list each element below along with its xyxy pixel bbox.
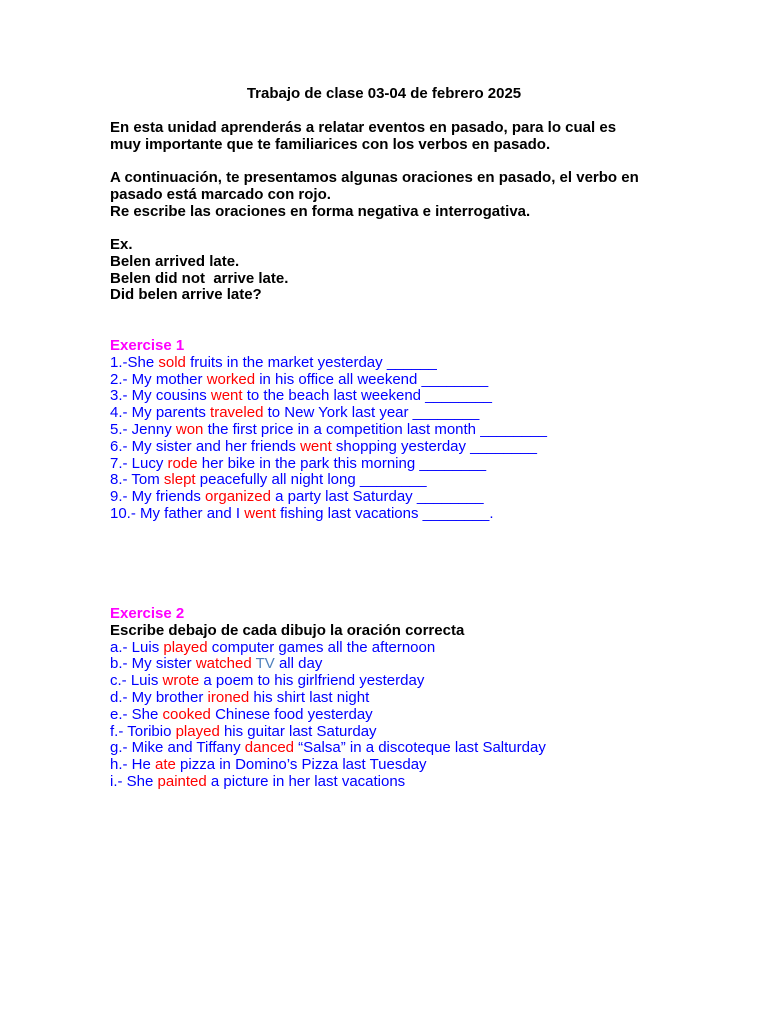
- sentence-text: c.- Luis: [110, 672, 163, 690]
- exercise-2-list: [110, 640, 710, 791]
- sentence-text: fishing last vacations ________.: [275, 504, 494, 522]
- exercise-2-instruction: Escribe debajo de cada dibujo la oración correcta: [110, 621, 465, 639]
- past-verb: sold: [158, 353, 186, 371]
- sentence-text: e.- She: [110, 705, 163, 723]
- sentence-text: 4.- My parents: [110, 404, 211, 422]
- past-verb: slept: [163, 471, 196, 489]
- instructions-line: pasado está marcado con rojo.: [110, 185, 331, 203]
- past-verb: worked: [206, 370, 256, 388]
- exercise-sentence: [110, 656, 710, 673]
- page-title: Trabajo de clase 03-04 de febrero 2025: [246, 85, 522, 102]
- sentence-text: pizza in Domino’s Pizza last Tuesday: [175, 756, 427, 774]
- sentence-text: 8.- Tom: [110, 471, 164, 489]
- exercise-sentence: [110, 724, 710, 741]
- exercise-1: [110, 338, 710, 523]
- past-verb: went: [300, 437, 332, 455]
- exercise-sentence: [110, 388, 710, 405]
- past-verb: wrote: [162, 672, 200, 690]
- past-verb: painted: [157, 772, 207, 790]
- tv-word: TV: [255, 655, 275, 673]
- exercise-sentence: [110, 372, 710, 389]
- exercise-sentence: [110, 640, 710, 657]
- intro-line: muy importante que te familiarices con los verbos en pasado.: [110, 135, 551, 153]
- exercise-sentence: [110, 690, 710, 707]
- sentence-text: Chinese food yesterday: [210, 705, 373, 723]
- sentence-text: in his office all weekend ________: [255, 370, 489, 388]
- sentence-text: all day: [274, 655, 323, 673]
- past-verb: ironed: [207, 688, 250, 706]
- sentence-text: 5.- Jenny: [110, 420, 176, 438]
- past-verb: organized: [205, 488, 271, 506]
- exercise-sentence: [110, 506, 710, 523]
- exercise-sentence: [110, 673, 710, 690]
- sentence-text: 9.- My friends: [110, 488, 206, 506]
- example-line: Belen arrived late.: [110, 252, 240, 270]
- example-label: Ex.: [110, 236, 133, 253]
- intro-paragraph: [110, 120, 710, 154]
- example-block: [110, 237, 710, 304]
- sentence-text: fruits in the market yesterday ______: [185, 353, 437, 371]
- instructions-line: A continuación, te presentamos algunas oraciones en pasado, el verbo en: [110, 169, 639, 186]
- past-verb: played: [175, 722, 220, 740]
- sentence-text: h.- He: [110, 756, 156, 774]
- exercise-1-list: [110, 355, 710, 523]
- past-verb: went: [244, 504, 276, 522]
- past-verb: played: [163, 638, 208, 656]
- exercise-sentence: [110, 355, 710, 372]
- exercise-sentence: [110, 774, 710, 791]
- sentence-text: her bike in the park this morning ________: [197, 454, 487, 472]
- sentence-text: his guitar last Saturday: [219, 722, 377, 740]
- sentence-text: g.- Mike and Tiffany: [110, 739, 245, 757]
- exercise-1-heading: Exercise 1: [110, 337, 185, 354]
- example-line: Belen did not arrive late.: [110, 269, 289, 287]
- past-verb: traveled: [210, 404, 264, 422]
- sentence-text: f.- Toribio: [110, 722, 176, 740]
- sentence-text: b.- My sister: [110, 655, 196, 673]
- sentence-text: to New York last year ________: [263, 404, 480, 422]
- sentence-text: a poem to his girlfriend yesterday: [199, 672, 425, 690]
- exercise-sentence: [110, 489, 710, 506]
- sentence-text: i.- She: [110, 772, 158, 790]
- past-verb: won: [175, 420, 204, 438]
- sentence-text: d.- My brother: [110, 688, 208, 706]
- sentence-text: computer games all the afternoon: [207, 638, 436, 656]
- past-verb: went: [210, 387, 243, 405]
- sentence-text: “Salsa” in a discoteque last Salturday: [294, 739, 546, 757]
- sentence-text: 2.- My mother: [110, 370, 207, 388]
- exercise-sentence: [110, 405, 710, 422]
- past-verb: ate: [155, 756, 176, 774]
- exercise-sentence: [110, 439, 710, 456]
- exercise-sentence: [110, 456, 710, 473]
- sentence-text: the first price in a competition last month ________: [203, 420, 547, 438]
- exercise-sentence: [110, 740, 710, 757]
- sentence-text: a.- Luis: [110, 638, 164, 656]
- exercise-sentence: [110, 422, 710, 439]
- sentence-text: a party last Saturday ________: [270, 488, 484, 506]
- past-verb: rode: [167, 454, 198, 472]
- example-line: Did belen arrive late?: [110, 286, 262, 304]
- sentence-text: 3.- My cousins: [110, 387, 211, 405]
- past-verb: danced: [244, 739, 295, 757]
- instructions-paragraph: [110, 170, 710, 220]
- past-verb: watched: [195, 655, 252, 673]
- past-verb: cooked: [162, 705, 211, 723]
- intro-line: En esta unidad aprenderás a relatar eventos en pasado, para lo cual es: [110, 119, 617, 136]
- sentence-text: peacefully all night long ________: [195, 471, 427, 489]
- instructions-line: Re escribe las oraciones en forma negativa e interrogativa.: [110, 202, 531, 220]
- exercise-sentence: [110, 757, 710, 774]
- sentence-text: 7.- Lucy: [110, 454, 168, 472]
- exercise-sentence: [110, 472, 710, 489]
- exercise-sentence: [110, 707, 710, 724]
- exercise-2: [110, 606, 710, 791]
- sentence-text: 1.-She: [110, 353, 159, 371]
- exercise-2-heading: Exercise 2: [110, 605, 185, 622]
- sentence-text: his shirt last night: [249, 688, 370, 706]
- sentence-text: shopping yesterday ________: [331, 437, 537, 455]
- sentence-text: 10.- My father and I: [110, 504, 245, 522]
- sentence-text: a picture in her last vacations: [206, 772, 406, 790]
- sentence-text: to the beach last weekend ________: [242, 387, 492, 405]
- sentence-text: 6.- My sister and her friends: [110, 437, 301, 455]
